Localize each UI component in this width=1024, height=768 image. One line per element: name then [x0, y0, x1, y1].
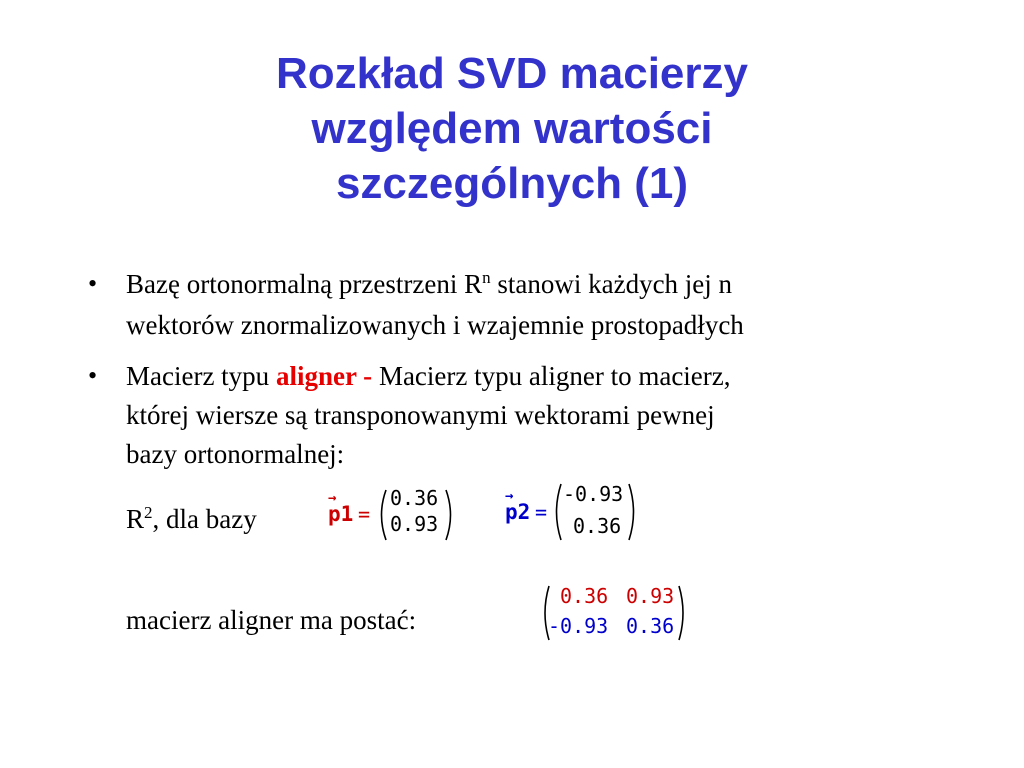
vector-p2-value: 0.36 — [573, 514, 622, 538]
text-fragment: Macierz typu — [126, 361, 276, 391]
vector-p2 — [505, 480, 640, 544]
text-fragment: , dla bazy — [152, 504, 257, 534]
example-basis-label — [126, 503, 257, 535]
matrix-cell: 0.36 — [560, 584, 609, 608]
matrix-cell: -0.93 — [548, 614, 609, 638]
vector-p1-value: 0.93 — [390, 512, 439, 536]
vector-subscript: 1 — [340, 502, 354, 526]
vector-letter: p — [328, 502, 341, 526]
matrix-cell: 0.36 — [626, 614, 675, 638]
text-fragment: R — [126, 504, 145, 534]
equals-sign: = — [535, 500, 548, 524]
bullet1-line1 — [126, 268, 732, 300]
vector-arrow-icon: → — [505, 488, 514, 504]
aligner-label: macierz aligner ma postać: — [126, 605, 417, 635]
highlight-term: aligner - — [275, 361, 373, 391]
title-line: Rozkład SVD macierzy — [276, 49, 748, 98]
vector-p2-value: -0.93 — [563, 482, 624, 506]
bullet2-line2: której wiersze są transponowanymi wektorami pewnej — [126, 400, 715, 430]
bullet2-line1 — [126, 360, 731, 392]
vector-letter: p — [505, 500, 518, 524]
vector-p1-label — [328, 490, 354, 526]
vector-subscript: 2 — [517, 500, 531, 524]
matrix-cell: 0.93 — [626, 584, 675, 608]
superscript: 2 — [144, 503, 153, 522]
title-line: szczególnych (1) — [335, 159, 689, 208]
text-fragment: Bazę ortonormalną przestrzeni R — [126, 269, 483, 299]
superscript: n — [482, 268, 491, 287]
aligner-matrix — [540, 584, 690, 642]
text-fragment: Macierz typu aligner to macierz, — [372, 361, 731, 391]
equals-sign: = — [358, 502, 371, 526]
title-line: względem wartości — [311, 104, 713, 153]
vector-p2-label — [505, 488, 531, 524]
bullet2-line3: bazy ortonormalnej: — [126, 439, 345, 469]
bullet-marker: • — [88, 269, 98, 298]
text-fragment: stanowi każdych jej n — [490, 269, 733, 299]
bullet1-line2: wektorów znormalizowanych i wzajemnie prostopadłych — [126, 310, 744, 340]
vector-arrow-icon: → — [328, 490, 337, 506]
bullet-marker: • — [88, 361, 98, 390]
vector-p1-value: 0.36 — [390, 486, 439, 510]
vector-p1 — [328, 484, 458, 544]
